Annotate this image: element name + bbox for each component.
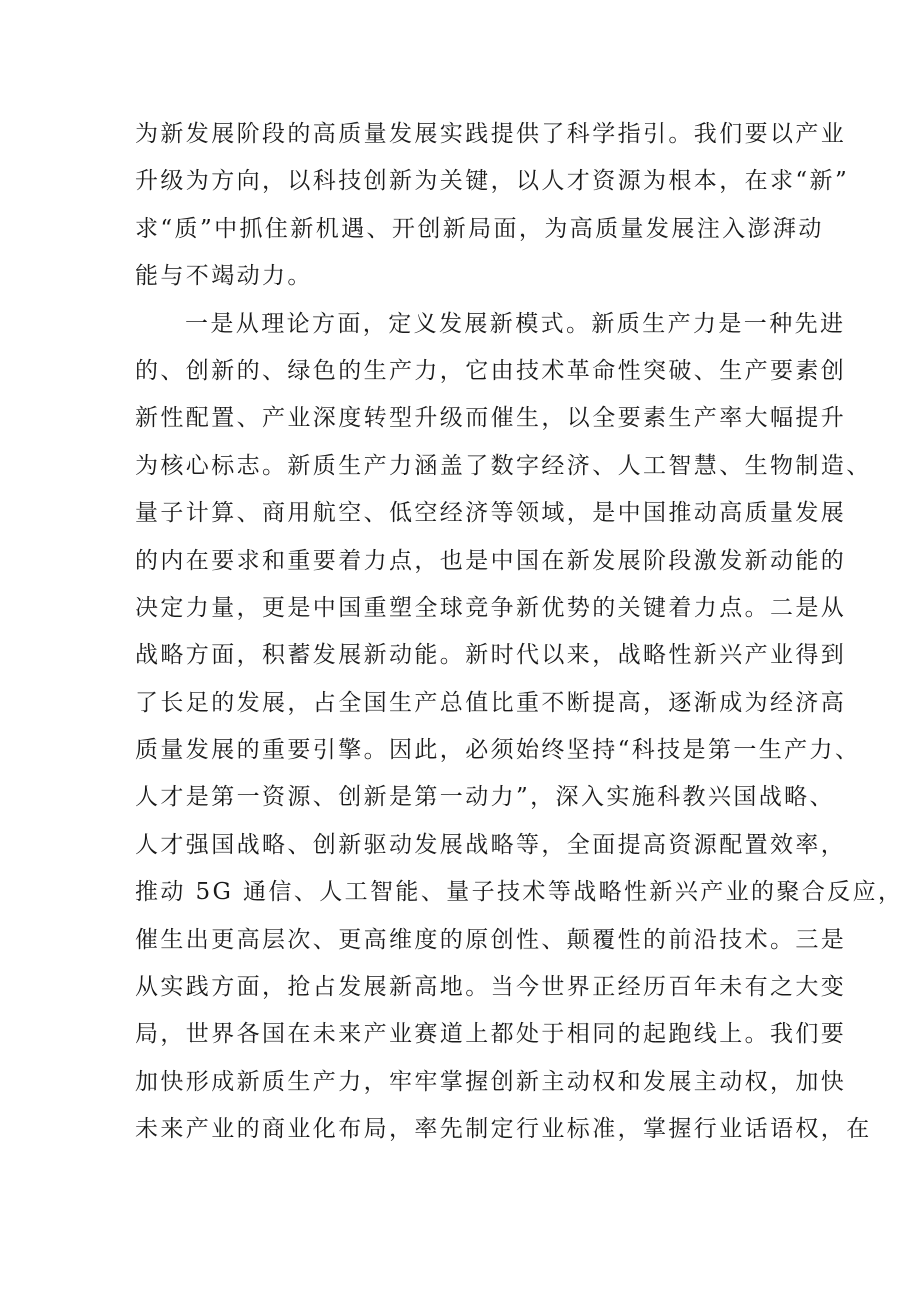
text-line: 局，世界各国在未来产业赛道上都处于相同的起跑线上。我们要 <box>135 1021 847 1048</box>
text-line: 求“质”中抓住新机遇、开创新局面，为高质量发展注入澎湃动 <box>135 215 824 242</box>
text-line: 战略方面，积蓄发展新动能。新时代以来，战略性新兴产业得到 <box>135 642 847 669</box>
text-line: 的内在要求和重要着力点，也是中国在新发展阶段激发新动能的 <box>135 547 847 574</box>
text-line: 未来产业的商业化布局，率先制定行业标准，掌握行业话语权，在 <box>135 1116 872 1143</box>
text-line: 决定力量，更是中国重塑全球竞争新优势的关键着力点。二是从 <box>135 594 847 621</box>
paragraph-intro <box>135 111 850 301</box>
paragraph-main <box>135 301 904 1154</box>
text-line: 推动 5G 通信、人工智能、量子技术等战略性新兴产业的聚合反应， <box>135 879 904 906</box>
text-line: 人才强国战略、创新驱动发展战略等，全面提高资源配置效率， <box>135 831 847 858</box>
text-line: 的、创新的、绿色的生产力，它由技术革命性突破、生产要素创 <box>135 357 847 384</box>
text-line: 能与不竭动力。 <box>135 263 313 290</box>
text-line: 人才是第一资源、创新是第一动力”，深入实施科教兴国战略、 <box>135 784 835 811</box>
text-line: 了长足的发展，占全国生产总值比重不断提高，逐渐成为经济高 <box>135 689 847 716</box>
text-line: 从实践方面，抢占发展新高地。当今世界正经历百年未有之大变 <box>135 974 847 1001</box>
text-line: 质量发展的重要引擎。因此，必须始终坚持“科技是第一生产力、 <box>135 737 861 764</box>
text-line: 加快形成新质生产力，牢牢掌握创新主动权和发展主动权，加快 <box>135 1068 847 1095</box>
text-line: 为新发展阶段的高质量发展实践提供了科学指引。我们要以产业 <box>135 121 847 147</box>
text-line: 新性配置、产业深度转型升级而催生，以全要素生产率大幅提升 <box>135 405 847 432</box>
text-line: 为核心标志。新质生产力涵盖了数字经济、人工智慧、生物制造、 <box>135 452 872 479</box>
text-line: 量子计算、商用航空、低空经济等领域，是中国推动高质量发展 <box>135 500 847 527</box>
text-line: 催生出更高层次、更高维度的原创性、颠覆性的前沿技术。三是 <box>135 926 847 953</box>
text-line: 一是从理论方面，定义发展新模式。新质生产力是一种先进 <box>185 310 846 337</box>
text-line: 升级为方向，以科技创新为关键，以人才资源为根本，在求“新” <box>135 168 850 195</box>
text-body <box>135 111 904 1154</box>
